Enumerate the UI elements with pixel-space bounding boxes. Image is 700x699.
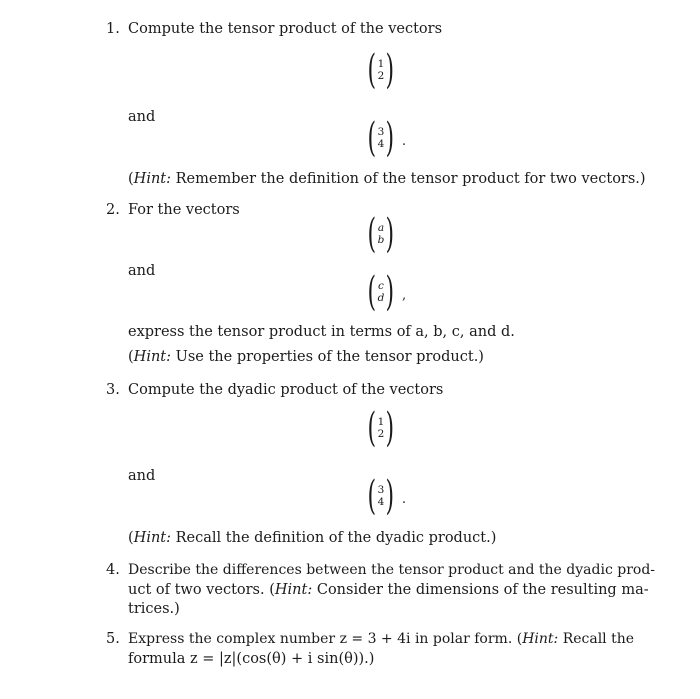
item-5-line-2: formula z = |z|(cos(θ) + i sin(θ)).) [128, 651, 375, 667]
item-2-and: and [128, 263, 156, 279]
item-4-text-b: Consider the dimensions of the resulting ma- [316, 582, 649, 598]
item-2-intro: For the vectors [128, 202, 240, 218]
hint-label: Hint: [133, 349, 172, 365]
vector-component: 1 [377, 416, 385, 428]
item-4-line-2 [128, 583, 649, 598]
vector-component: 3 [377, 484, 385, 496]
vector-punctuation: , [401, 287, 407, 303]
hint-text: Remember the definition of the tensor product for two vectors.) [175, 171, 646, 187]
hint-label: Hint: [522, 631, 559, 647]
item-1-intro: Compute the tensor product of the vectors [128, 21, 443, 37]
item-3-number: 3. [106, 382, 120, 398]
item-4-line-3: trices.) [128, 601, 180, 617]
item-3-and: and [128, 468, 156, 484]
item-3-vector-2: ( 3 4 ) . [367, 473, 407, 519]
item-5-text-b: Recall the [562, 631, 635, 647]
item-2-number: 2. [106, 202, 120, 218]
vector-component: 4 [377, 138, 385, 150]
item-5-line-1 [128, 632, 634, 646]
vector-punctuation: . [401, 133, 407, 149]
item-1-and: and [128, 109, 156, 125]
hint-text: Recall the definition of the dyadic product.) [175, 530, 497, 546]
item-1-vector-2: ( 3 4 ) . [367, 115, 407, 161]
item-4-number: 4. [106, 562, 120, 578]
hint-label: Hint: [133, 530, 172, 546]
vector-punctuation: . [401, 491, 407, 507]
item-5-text-a: Express the complex number z = 3 + 4i in polar form. ( [128, 631, 523, 647]
vector-component: b [377, 234, 385, 246]
hint-label: Hint: [274, 582, 313, 598]
item-1-hint: (Hint: Remember the definition of the tensor product for two vectors.) [128, 171, 646, 187]
vector-component: a [377, 222, 385, 234]
item-4-line-1: Describe the differences between the tensor product and the dyadic prod- [128, 562, 656, 578]
hint-text: Use the properties of the tensor product.) [175, 349, 484, 365]
vector-component: c [378, 280, 384, 292]
item-1-vector-1: ( 1 2 ) [367, 47, 395, 93]
item-2-hint: (Hint: Use the properties of the tensor product.) [128, 349, 484, 365]
item-5-number: 5. [106, 631, 120, 647]
item-4-text-a: uct of two vectors. ( [128, 582, 275, 598]
item-2-vector-1: ( a b ) [367, 211, 395, 257]
vector-component: 1 [377, 58, 385, 70]
item-2-vector-2: ( c d ) , [367, 269, 407, 315]
hint-label: Hint: [133, 171, 172, 187]
item-1-number: 1. [106, 21, 120, 37]
item-3-intro: Compute the dyadic product of the vectors [128, 382, 444, 398]
item-3-hint: (Hint: Recall the definition of the dyadic product.) [128, 530, 497, 546]
vector-component: 3 [377, 126, 385, 138]
vector-component: 2 [377, 70, 385, 82]
vector-component: d [377, 292, 385, 304]
vector-component: 2 [377, 428, 385, 440]
item-3-vector-1: ( 1 2 ) [367, 405, 395, 451]
item-2-text: express the tensor product in terms of a, b, c, and d. [128, 324, 515, 340]
vector-component: 4 [377, 496, 385, 508]
